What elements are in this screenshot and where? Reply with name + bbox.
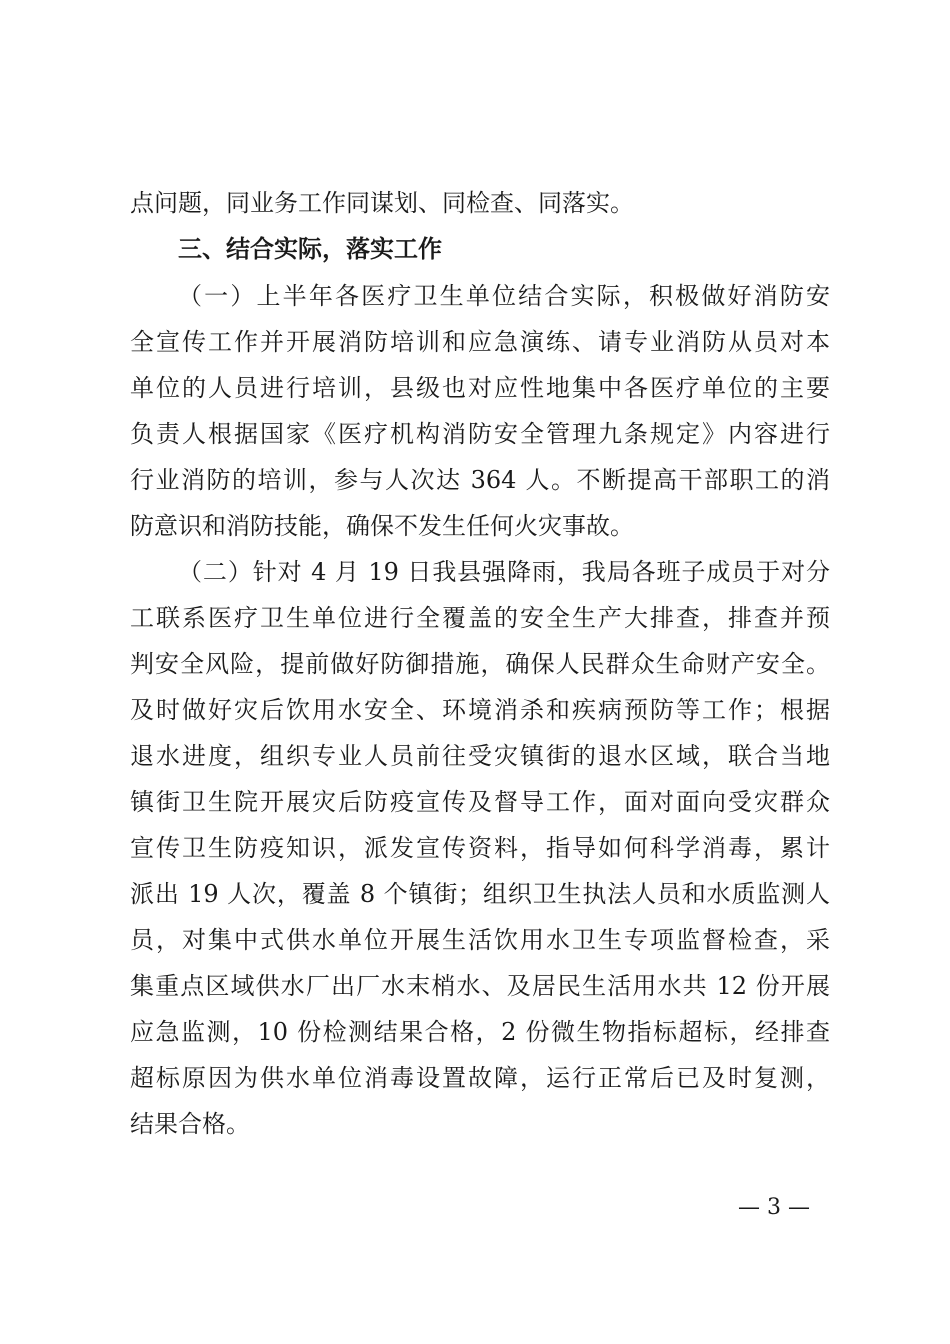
text-line: 点问题，同业务工作同谋划、同检查、同落实。 [130, 189, 634, 217]
text-line: 宣传卫生防疫知识，派发宣传资料，指导如何科学消毒，累计 [130, 834, 830, 862]
page-number: — 3 — [738, 1195, 810, 1220]
section-heading: 三、结合实际，落实工作 [178, 235, 442, 263]
text-line: 单位的人员进行培训，县级也对应性地集中各医疗单位的主要 [130, 374, 830, 402]
text-line: 应急监测，10 份检测结果合格，2 份微生物指标超标，经排查 [130, 1018, 830, 1046]
text-line: 负责人根据国家《医疗机构消防安全管理九条规定》内容进行 [130, 420, 830, 448]
text-line: （一）上半年各医疗卫生单位结合实际，积极做好消防安 [178, 282, 830, 310]
text-line: 防意识和消防技能，确保不发生任何火灾事故。 [130, 512, 634, 540]
text-line: 超标原因为供水单位消毒设置故障，运行正常后已及时复测， [130, 1064, 830, 1092]
text-line: 工联系医疗卫生单位进行全覆盖的安全生产大排查，排查并预 [130, 604, 830, 632]
text-line: 退水进度，组织专业人员前往受灾镇街的退水区域，联合当地 [130, 742, 830, 770]
text-line: 镇街卫生院开展灾后防疫宣传及督导工作，面对面向受灾群众 [130, 788, 830, 816]
text-line: 判安全风险，提前做好防御措施，确保人民群众生命财产安全。 [130, 650, 830, 678]
text-line: 全宣传工作并开展消防培训和应急演练、请专业消防从员对本 [130, 328, 830, 356]
text-line: 行业消防的培训，参与人次达 364 人。不断提高干部职工的消 [130, 466, 830, 494]
text-line: （二）针对 4 月 19 日我县强降雨，我局各班子成员于对分 [178, 558, 830, 586]
text-line: 及时做好灾后饮用水安全、环境消杀和疾病预防等工作；根据 [130, 696, 830, 724]
text-line: 派出 19 人次，覆盖 8 个镇街；组织卫生执法人员和水质监测人 [130, 880, 830, 908]
text-line: 结果合格。 [130, 1110, 250, 1138]
text-line: 员，对集中式供水单位开展生活饮用水卫生专项监督检查，采 [130, 926, 830, 954]
text-line: 集重点区域供水厂出厂水末梢水、及居民生活用水共 12 份开展 [130, 972, 830, 1000]
